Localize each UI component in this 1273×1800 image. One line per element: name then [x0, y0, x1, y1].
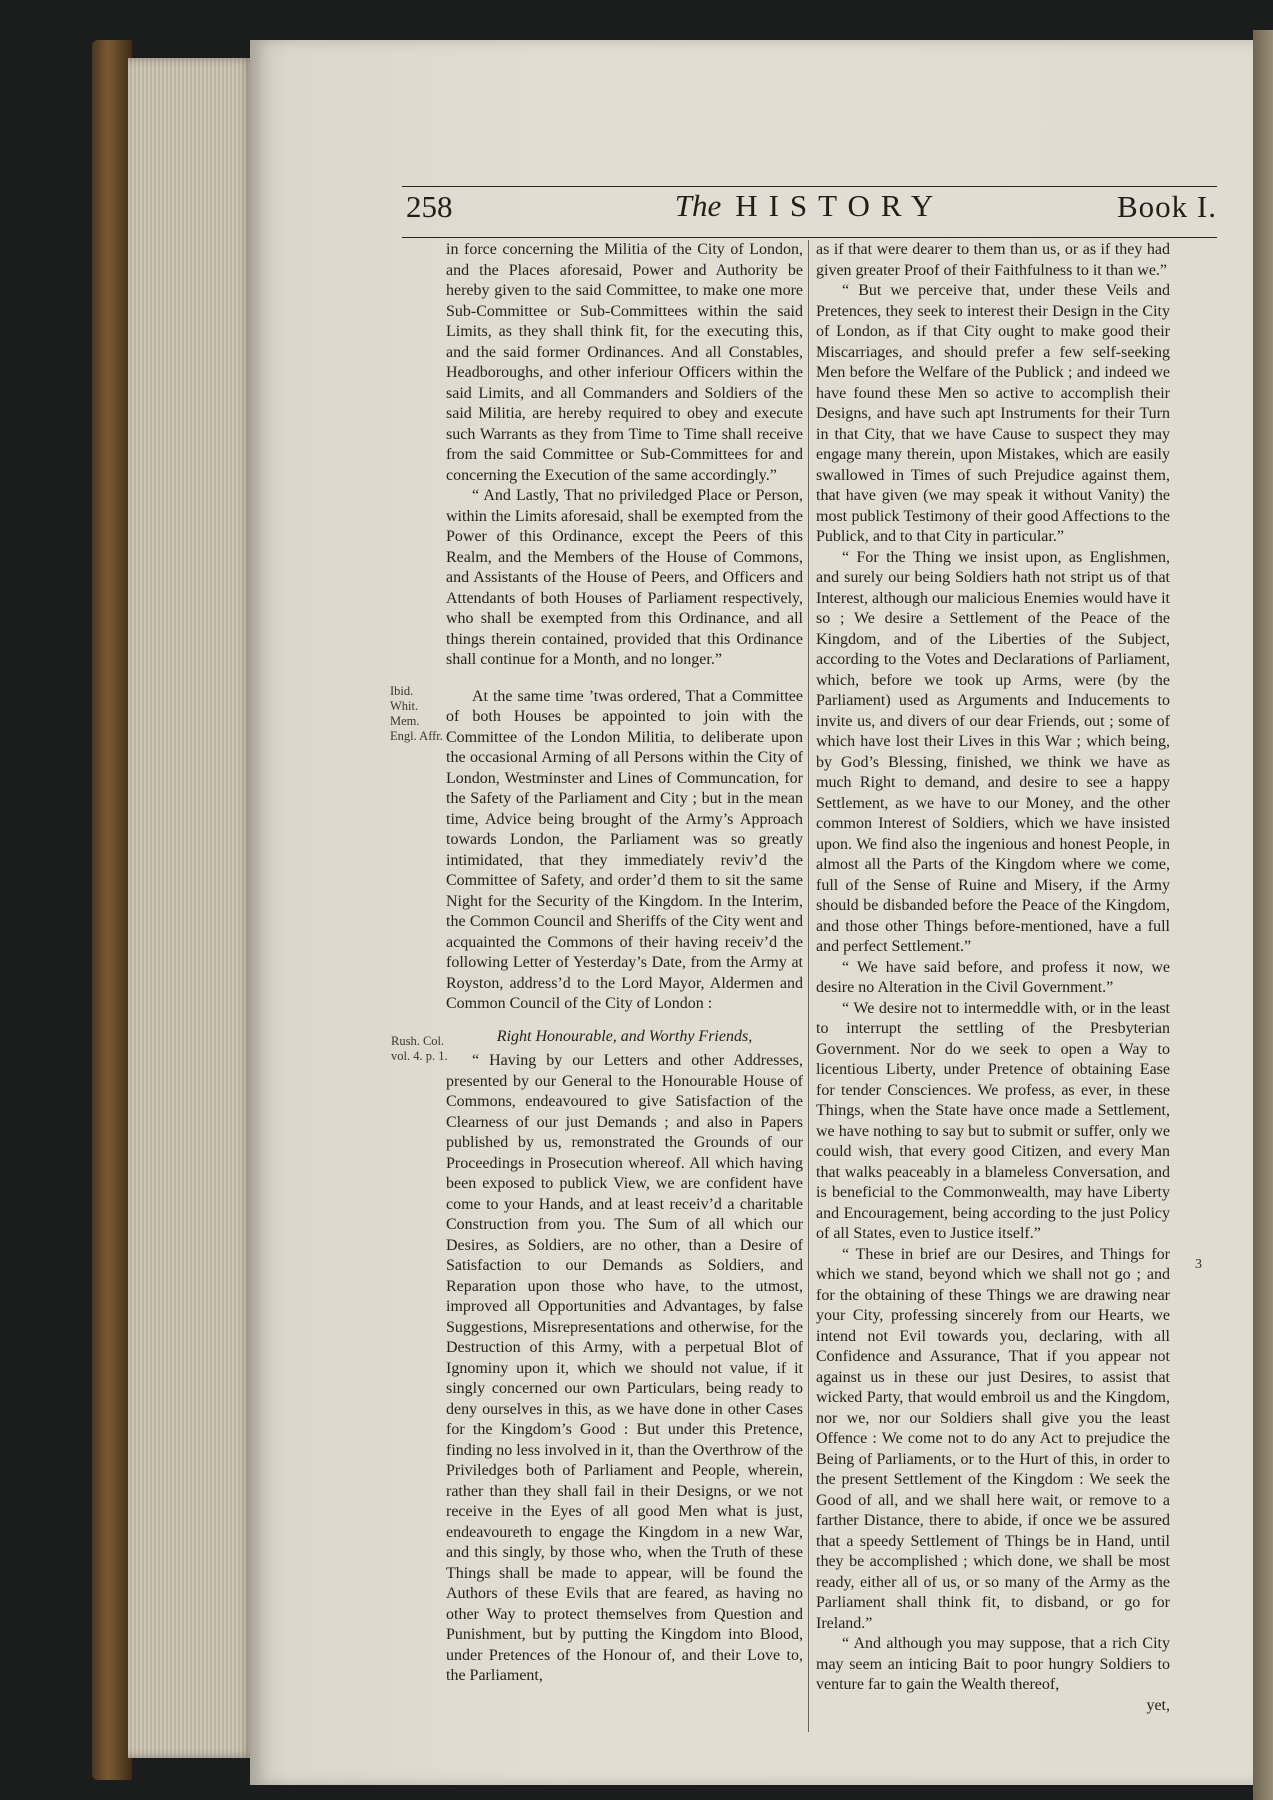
- left-paragraph-3: At the same time ’twas ordered, That a Committee of both Houses be appointed to join with the Committee of the London Militia, to deliberate upon the occasional Arming of all Persons within the City of London, Westminster and Lines of Communcation, for the Safety of the Parliament and City ; but in the mean time, Advice being brought of the Army’s Approach towards London, the Parliament was so greatly intimidated, that they immediately reviv’d the Committee of Safety, and order’d them to sit the same Night for the Security of the Kingdom. In the Interim, the Common Council and Sheriffs of the City went and acquainted the Commons of their having receiv’d the following Letter of Yesterday’s Date, from the Army at Royston, address’d to the Lord Mayor, Aldermen and Common Council of the City of London :: [446, 687, 803, 1012]
- right-paragraph-4: “ We have said before, and profess it now, we desire no Alteration in the Civil Government.”: [816, 958, 1170, 996]
- right-column: [816, 240, 1170, 1716]
- catchword: yet,: [1146, 1696, 1170, 1714]
- right-paragraph-5: “ We desire not to intermeddle with, or in the least to interrupt the settling of the Presbyterian Government. Nor do we seek to open a Way to licentious Liberty, under Pretence of obtaining Ease for tender Consciences. We profess, as ever, in these Things, when the State have once made a Settlement, we have nothing to say but to submit or suffer, only we could wish, that every good Citizen, and every Man that walks peaceably in a blameless Conversation, and is beneficial to the Commonwealth, may have Liberty and Encouragement, being according to the just Policy of all States, even to Justice itself.”: [816, 999, 1170, 1242]
- left-column: [446, 240, 803, 1687]
- left-paragraph-4: “ Having by our Letters and other Addresses, presented by our General to the Honourable House of Commons, endeavoured to give Satisfaction of the Clearness of our just Demands ; and also in Papers published by us, remonstrated the Grounds of our Proceedings in Prosecution whereof. All which having been exposed to publick View, we are confident have come to your Hands, and at least receiv’d a charitable Construction from you. The Sum of all which our Desires, as Soldiers, are no other, than a Desire of Satisfaction to our Demands as Soldiers, and Reparation upon those who have, to the utmost, improved all Opportunities and Advantages, by false Suggestions, Misrepresentations and otherwise, for the Destruction of this Army, with a perpetual Blot of Ignominy upon it, which we should not value, if it singly concerned our own Particulars, being ready to deny ourselves in this, as we have done in other Cases for the Kingdom’s Good : But under this Pretence, finding no less involved in it, than the Overthrow of the Priviledges both of Parliament and People, wherein, rather than they shall fail in their Designs, or we not receive in the Eyes of all good Men what is just, endeavoureth to engage the Kingdom in a new War, and this singly, by those who, when the Truth of these Things shall be made to appear, will be found the Authors of these Evils that are feared, as having no other Way to protect themselves from Question and Punishment, but by putting the Kingdom into Blood, under Pretences of the Honour of, and their Love to, the Parliament,: [446, 1052, 803, 1684]
- right-paragraph-1: as if that were dearer to them than us, or as if they had given greater Proof of their Faithfulness to it than we.”: [816, 241, 1170, 279]
- facing-page-edge: [1253, 30, 1273, 1800]
- left-paragraph-2: “ And Lastly, That no priviledged Place or Person, within the Limits aforesaid, shall be exempted from the Power of this Ordinance, except the Peers of this Realm, and the Members of the House of Commons, and Assistants of the House of Peers, and Officers and Attendants of both Houses of Parliament respectively, who shall be exempted from this Ordinance, and all things therein contained, provided that this Ordinance shall continue for a Month, and no longer.”: [446, 487, 803, 668]
- signature-mark: 3: [1195, 1257, 1202, 1272]
- margin-note-rush-text: Rush. Col. vol. 4. p. 1.: [391, 1034, 448, 1063]
- page-edges: [128, 58, 254, 1758]
- margin-note-ibid-text: Ibid. Whit. Mem. Engl. Affr.: [390, 684, 443, 743]
- running-title-history: HISTORY: [735, 188, 945, 223]
- right-paragraph-2: “ But we perceive that, under these Veils and Pretences, they seek to interest their Design in the City of London, as if that City ought to make good their Miscarriages, and should prefer a few self-seeking Men before the Welfare of the Publick ; and indeed we have found these Men so active to accomplish their Designs, and have such apt Instruments for their Turn in that City, that we have Cause to suspect they may engage many therein, upon Mistakes, which are easily swallowed in Times of such Prejudice against them, that have given (we may speak it without Vanity) the most publick Testimony of their good Affections to the Publick, and to that City in particular.”: [816, 282, 1170, 545]
- page-number: 258: [406, 189, 453, 224]
- book-cover: [92, 40, 132, 1780]
- column-divider: [808, 240, 809, 1732]
- running-title: [402, 188, 1217, 224]
- letter-salutation: Right Honourable, and Worthy Friends,: [496, 1027, 753, 1045]
- book-label: Book I.: [1117, 189, 1217, 224]
- margin-note-ibid: [390, 684, 443, 744]
- margin-note-rush: [391, 1034, 448, 1064]
- right-paragraph-6: “ These in brief are our Desires, and Things for which we stand, beyond which we shall not go ; and for the obtaining of these Things we are drawing near your City, professing sincerely from our Hearts, we intend not Evil towards you, declaring, with all Confidence and Assurance, That if you appear not against us in these our just Desires, to assist that wicked Party, that would embroil us and the Kingdom, nor we, nor our Soldiers shall give you the least Offence : We come not to do any Act to prejudice the Being of Parliaments, or to the Hurt of this, in order to the present Settlement of the Kingdom : We seek the Good of all, and we shall here wait, or remove to a farther Distance, there to abide, if once we be assured that a speedy Settlement of Things be in Hand, until they be accomplished ; which done, we shall be most ready, either all of us, or so many of the Army as the Parliament shall think fit, to disband, or go for Ireland.”: [816, 1245, 1170, 1632]
- right-paragraph-3: “ For the Thing we insist upon, as Englishmen, and surely our being Soldiers hath not stript us of that Interest, although our malicious Enemies would have it so ; We desire a Settlement of the Peace of the Kingdom, and of the Liberties of the Subject, according to the Votes and Declarations of Parliament, which, before we took up Arms, were (by the Parliament) used as Arguments and Inducements to invite us, and divers of our dear Friends, out ; some of which have lost their Lives in this War ; which being, by God’s Blessing, finished, we think we have as much Right to demand, and desire to see a happy Settlement, as we have to our Money, and the other common Interest of Soldiers, which we have insisted upon. We find also the ingenious and honest People, in almost all the Parts of the Kingdom where we come, full of the Sense of Ruine and Misery, if the Army should be disbanded before the Peace of the Kingdom, and those other Things before-mentioned, have a full and perfect Settlement.”: [816, 548, 1170, 955]
- running-title-the: The: [674, 188, 722, 223]
- left-paragraph-1: in force concerning the Militia of the City of London, and the Places aforesaid, Power and Authority be hereby given to the said Committee, to make one more Sub-Committee or Sub-Committees within the said Limits, as they shall think fit, for the executing this, and the said former Ordinances. And all Constables, Headboroughs, and other inferiour Officers within the said Limits, and all Commanders and Soldiers of the said Militia, are hereby required to obey and execute such Warrants as they from Time to Time shall receive from the said Committee or Sub-Committees for and concerning the Execution of the same accordingly.”: [446, 241, 803, 484]
- running-header: [402, 186, 1217, 238]
- right-paragraph-7: “ And although you may suppose, that a rich City may seem an inticing Bait to poor hungry Soldiers to venture far to gain the Wealth thereof,: [816, 1635, 1170, 1693]
